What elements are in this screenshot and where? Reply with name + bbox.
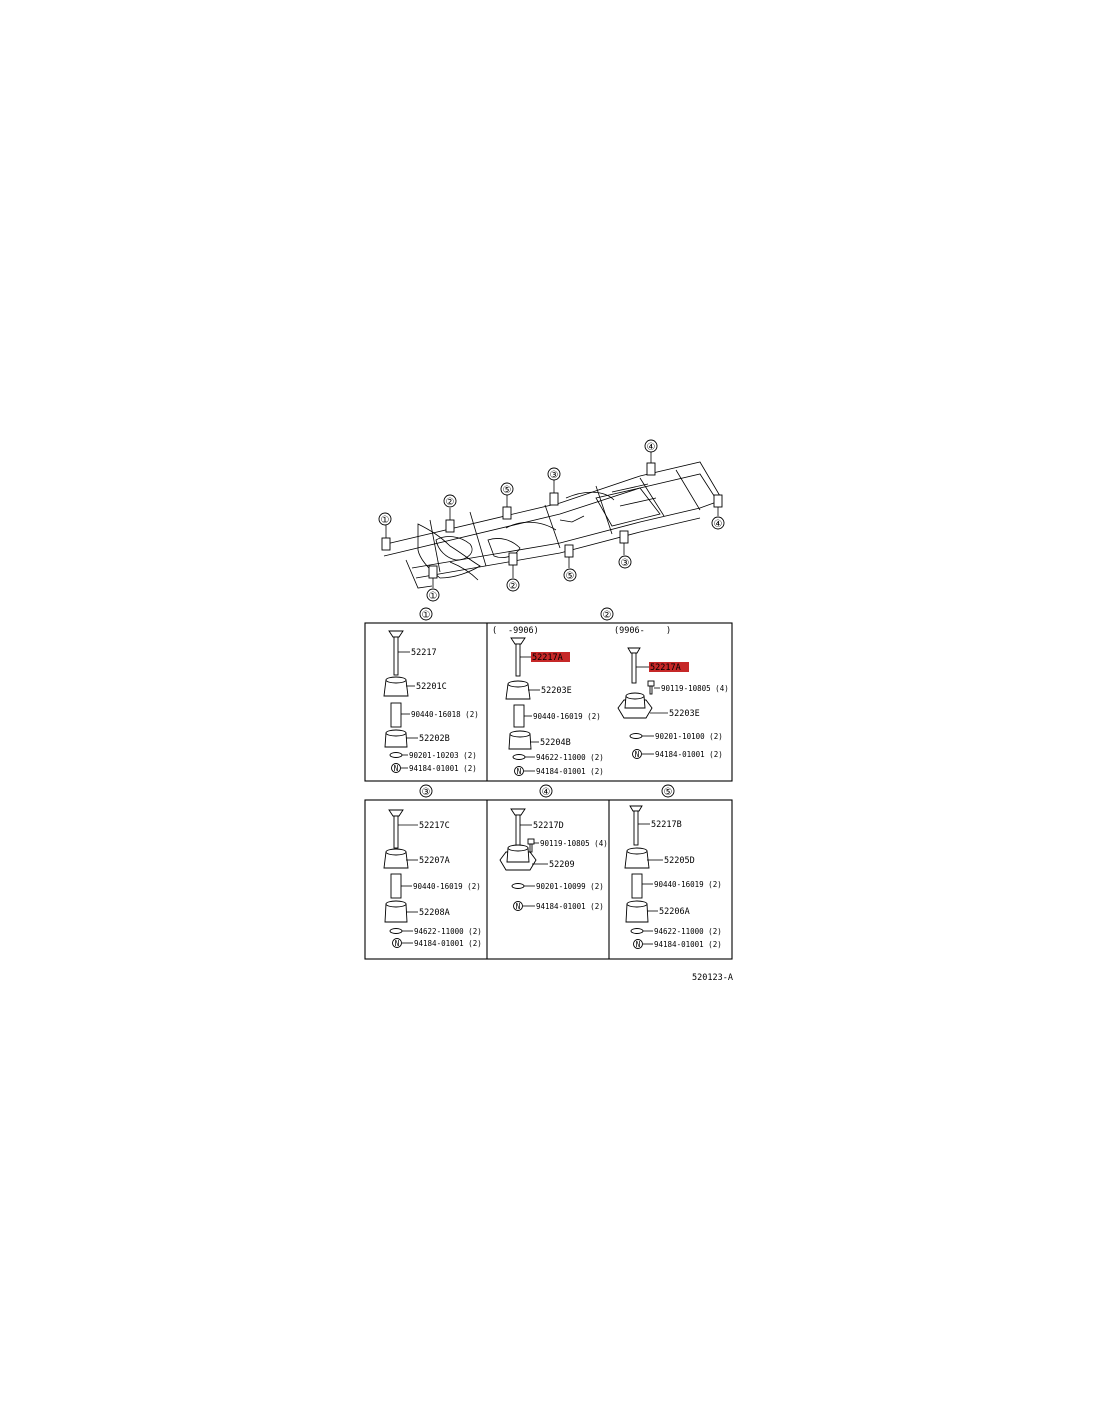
callout-4-upper: ④: [646, 442, 656, 453]
part-52206A: 52206A: [659, 907, 690, 917]
part-52203E-right: 52203E: [669, 709, 700, 719]
part-90201-10100: 90201-10100 (2): [655, 732, 723, 741]
range-until-9906: -9906): [508, 626, 539, 636]
part-52217A-left: 52217A: [532, 653, 563, 663]
part-52209: 52209: [549, 860, 575, 870]
callout-3-upper: ③: [549, 470, 559, 481]
part-90119-10805-s4: 90119-10805 (4): [540, 839, 608, 848]
range-open-paren: (: [492, 626, 498, 636]
range-close-paren: ): [666, 626, 672, 636]
callout-2-upper: ②: [445, 497, 455, 508]
n-nut-mark-1: N: [393, 764, 399, 773]
section-2-right-parts: [614, 626, 729, 759]
callout-1-upper: ①: [380, 515, 390, 526]
part-94622-11000-s3: 94622-11000 (2): [414, 927, 482, 936]
part-90440-16018: 90440-16018 (2): [411, 710, 479, 719]
part-94184-01001-s4: 94184-01001 (2): [536, 902, 604, 911]
part-52217C: 52217C: [419, 821, 450, 831]
part-52204B: 52204B: [540, 738, 571, 748]
n-nut-mark-5: N: [635, 940, 641, 949]
range-from-9906: (9906-: [614, 626, 645, 636]
part-90201-10203: 90201-10203 (2): [409, 751, 477, 760]
section-3-parts: [384, 810, 482, 948]
callout-2-lower: ②: [508, 581, 518, 592]
section-4-heading: ④: [541, 787, 551, 798]
part-94184-01001-s5: 94184-01001 (2): [654, 940, 722, 949]
callout-5-lower: ⑤: [565, 571, 575, 582]
section-1-heading: ①: [421, 610, 431, 621]
part-94184-01001-s2a: 94184-01001 (2): [536, 767, 604, 776]
callout-1-lower: ①: [428, 591, 438, 602]
frame-illustration: [379, 440, 724, 602]
part-52201C: 52201C: [416, 682, 447, 692]
part-90440-16019-s2: 90440-16019 (2): [533, 712, 601, 721]
n-nut-mark-4: N: [515, 902, 521, 911]
section-2-heading: ②: [602, 610, 612, 621]
top-panel: [365, 608, 732, 781]
part-52217A-right: 52217A: [650, 663, 681, 673]
part-90201-10099: 90201-10099 (2): [536, 882, 604, 891]
section-3-heading: ③: [421, 787, 431, 798]
figure-id: 520123-A: [692, 973, 733, 983]
section-5-parts: [625, 806, 722, 949]
part-52202B: 52202B: [419, 734, 450, 744]
n-nut-mark-2a: N: [516, 767, 522, 776]
section-2-left-parts: [492, 626, 604, 776]
part-52205D: 52205D: [664, 856, 695, 866]
bottom-panel: [365, 785, 732, 959]
callout-5-upper: ⑤: [502, 485, 512, 496]
n-nut-mark-2b: N: [634, 750, 640, 759]
part-94184-01001-s1: 94184-01001 (2): [409, 764, 477, 773]
section-5-heading: ⑤: [663, 787, 673, 798]
part-90119-10805-s2: 90119-10805 (4): [661, 684, 729, 693]
part-52203E-left: 52203E: [541, 686, 572, 696]
part-94622-11000-s5: 94622-11000 (2): [654, 927, 722, 936]
part-94622-11000-s2: 94622-11000 (2): [536, 753, 604, 762]
callout-4-lower: ④: [713, 519, 723, 530]
part-52217: 52217: [411, 648, 437, 658]
part-90440-16019-s3: 90440-16019 (2): [413, 882, 481, 891]
callout-3-lower: ③: [620, 558, 630, 569]
section-4-parts: [500, 809, 608, 911]
part-90440-16019-s5: 90440-16019 (2): [654, 880, 722, 889]
part-52217B: 52217B: [651, 820, 682, 830]
part-52208A: 52208A: [419, 908, 450, 918]
section-1-parts: [384, 631, 479, 773]
part-52217D: 52217D: [533, 821, 564, 831]
part-94184-01001-s2b: 94184-01001 (2): [655, 750, 723, 759]
part-94184-01001-s3: 94184-01001 (2): [414, 939, 482, 948]
n-nut-mark-3: N: [394, 939, 400, 948]
part-52207A: 52207A: [419, 856, 450, 866]
